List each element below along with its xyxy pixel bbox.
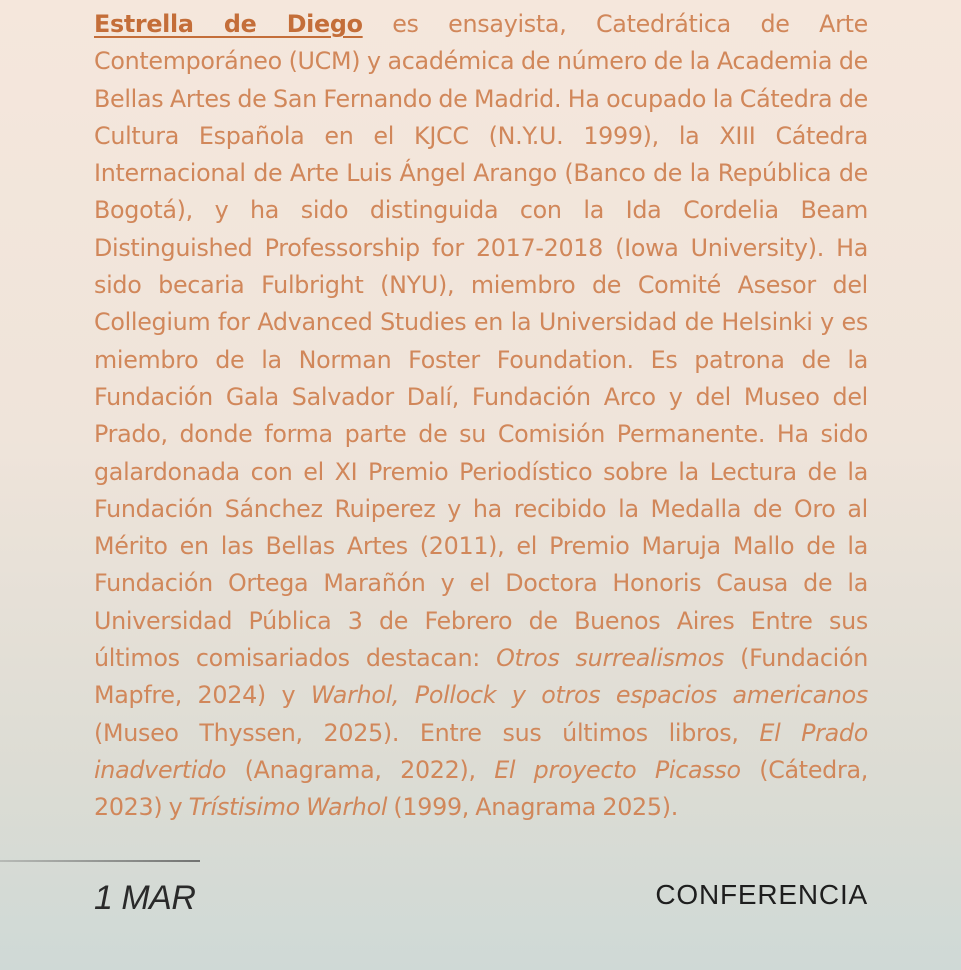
book-title: Trístisimo Warhol: [188, 793, 388, 822]
speaker-bio: [94, 6, 868, 827]
bio-text: (Cátedra, 2023) y: [94, 755, 868, 822]
bio-text: (1999, Anagrama 2025).: [387, 793, 678, 822]
speaker-name-link[interactable]: Estrella de Diego: [94, 10, 363, 38]
exhibition-title: Otros surrealismos: [496, 644, 724, 673]
event-date: 1 MAR: [94, 879, 196, 917]
bio-text: es ensayista, Catedrática de Arte Contemporáneo (UCM) y académica de número de la Academia de Bellas Artes de San Fernando de Madrid. Ha ocupado la Cátedra de Cultura Española en el KJCC (N.Y.U. 1999), la XIII Cátedra Internacional de Arte Luis Ángel Arango (Banco de la República de Bogotá), y ha sido distinguida con la Ida Cordelia Beam Distinguished Professorship for 2017-2018 (Iowa University). Ha sido becaria Fulbright (NYU), miembro de Comité Asesor del Collegium for Advanced Studies en la Universidad de Helsinki y es miembro de la Norman Foster Foundation. Es patrona de la Fundación Gala Salvador Dalí, Fundación Arco y del Museo del Prado, donde forma parte de su Comisión Permanente. Ha sido galardonada con el XI Premio Periodístico sobre la Lectura de la Fundación Sánchez Ruiperez y ha recibido la Medalla de Oro al Mérito en las Bellas Artes (2011), el Premio Maruja Mallo de la Fundación Ortega Marañón y el Doctora Honoris Causa de la Universidad Pública 3 de Febrero de Buenos Aires Entre sus últimos comisariados destacan:: [94, 10, 868, 673]
exhibition-title: Warhol, Pollock y otros espacios americanos: [310, 681, 868, 710]
divider-line: [0, 860, 200, 862]
bio-text: (Anagrama, 2022),: [226, 755, 495, 784]
event-type: CONFERENCIA: [655, 879, 868, 910]
bio-text: (Museo Thyssen, 2025). Entre sus últimos libros,: [94, 718, 760, 747]
book-title: El Prado inadvertido: [94, 718, 868, 784]
book-title: El proyecto Picasso: [494, 755, 741, 784]
bio-text: (Fundación Mapfre, 2024) y: [94, 644, 869, 710]
